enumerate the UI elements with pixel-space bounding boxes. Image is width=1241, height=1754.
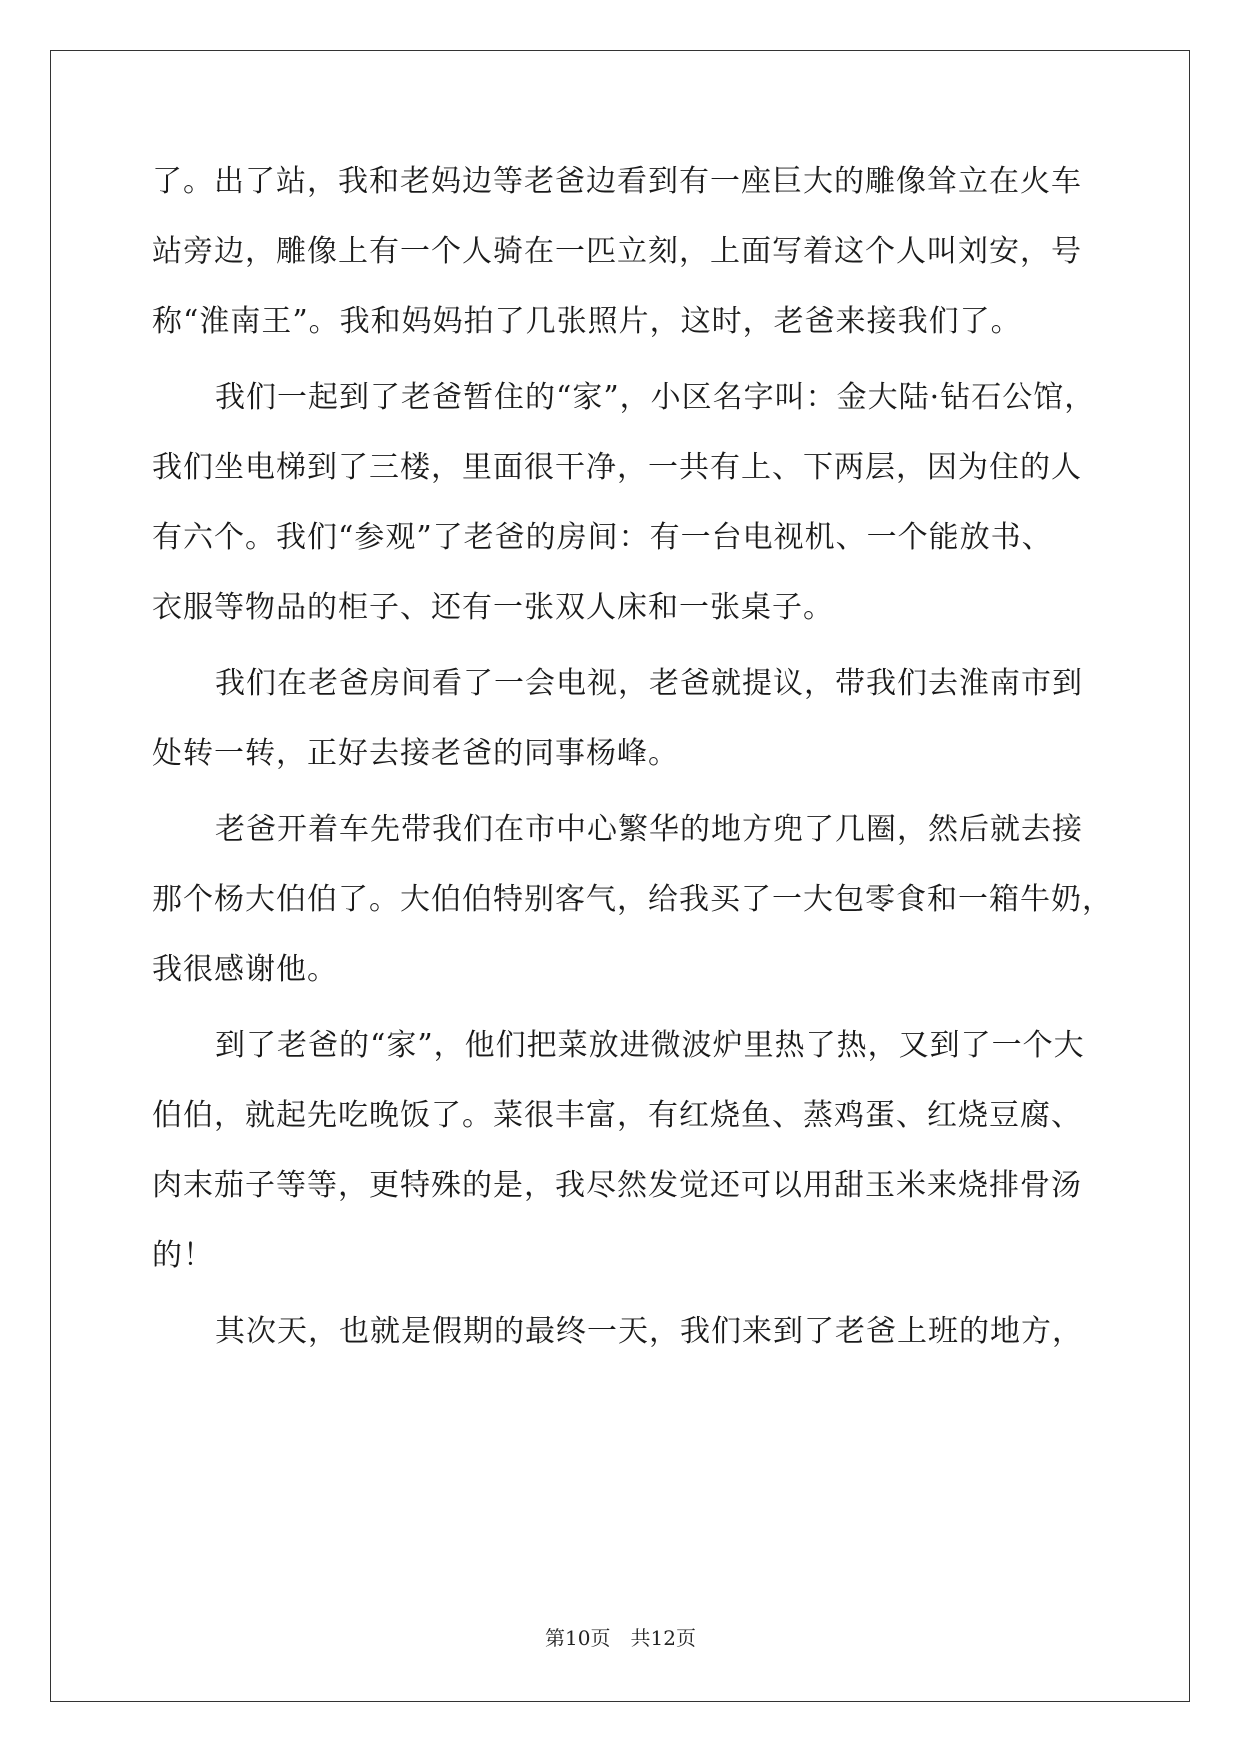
text-line: 我很感谢他。 <box>152 952 338 987</box>
text-line: 衣服等物品的柜子、还有一张双人床和一张桌子。 <box>152 590 834 625</box>
paragraph-start-line: 我们在老爸房间看了一会电视，老爸就提议，带我们去淮南市到 <box>215 666 1083 701</box>
paragraph-start-line: 老爸开着车先带我们在市中心繁华的地方兜了几圈，然后就去接 <box>215 812 1083 847</box>
text-line: 伯伯，就起先吃晚饭了。菜很丰富，有红烧鱼、蒸鸡蛋、红烧豆腐、 <box>152 1098 1082 1133</box>
text-line: 有六个。我们“参观”了老爸的房间：有一台电视机、一个能放书、 <box>152 520 1053 555</box>
page-number-footer: 第10页 共12页 <box>545 1626 696 1650</box>
paragraph-start-line: 其次天，也就是假期的最终一天，我们来到了老爸上班的地方， <box>215 1314 1083 1349</box>
text-line: 站旁边，雕像上有一个人骑在一匹立刻，上面写着这个人叫刘安，号 <box>152 234 1082 269</box>
text-line: 了。出了站，我和老妈边等老爸边看到有一座巨大的雕像耸立在火车 <box>152 164 1082 199</box>
paragraph-start-line: 我们一起到了老爸暂住的“家”，小区名字叫：金大陆·钻石公馆， <box>215 380 1096 415</box>
text-line: 的！ <box>152 1238 214 1273</box>
text-line: 称“淮南王”。我和妈妈拍了几张照片，这时，老爸来接我们了。 <box>152 304 1022 339</box>
text-line: 处转一转，正好去接老爸的同事杨峰。 <box>152 736 679 771</box>
text-line: 那个杨大伯伯了。大伯伯特别客气，给我买了一大包零食和一箱牛奶， <box>152 882 1113 917</box>
paragraph-start-line: 到了老爸的“家”，他们把菜放进微波炉里热了热，又到了一个大 <box>215 1028 1085 1063</box>
text-line: 肉末茄子等等，更特殊的是，我尽然发觉还可以用甜玉米来烧排骨汤 <box>152 1168 1082 1203</box>
page-border <box>50 50 1190 1702</box>
text-line: 我们坐电梯到了三楼，里面很干净，一共有上、下两层，因为住的人 <box>152 450 1082 485</box>
